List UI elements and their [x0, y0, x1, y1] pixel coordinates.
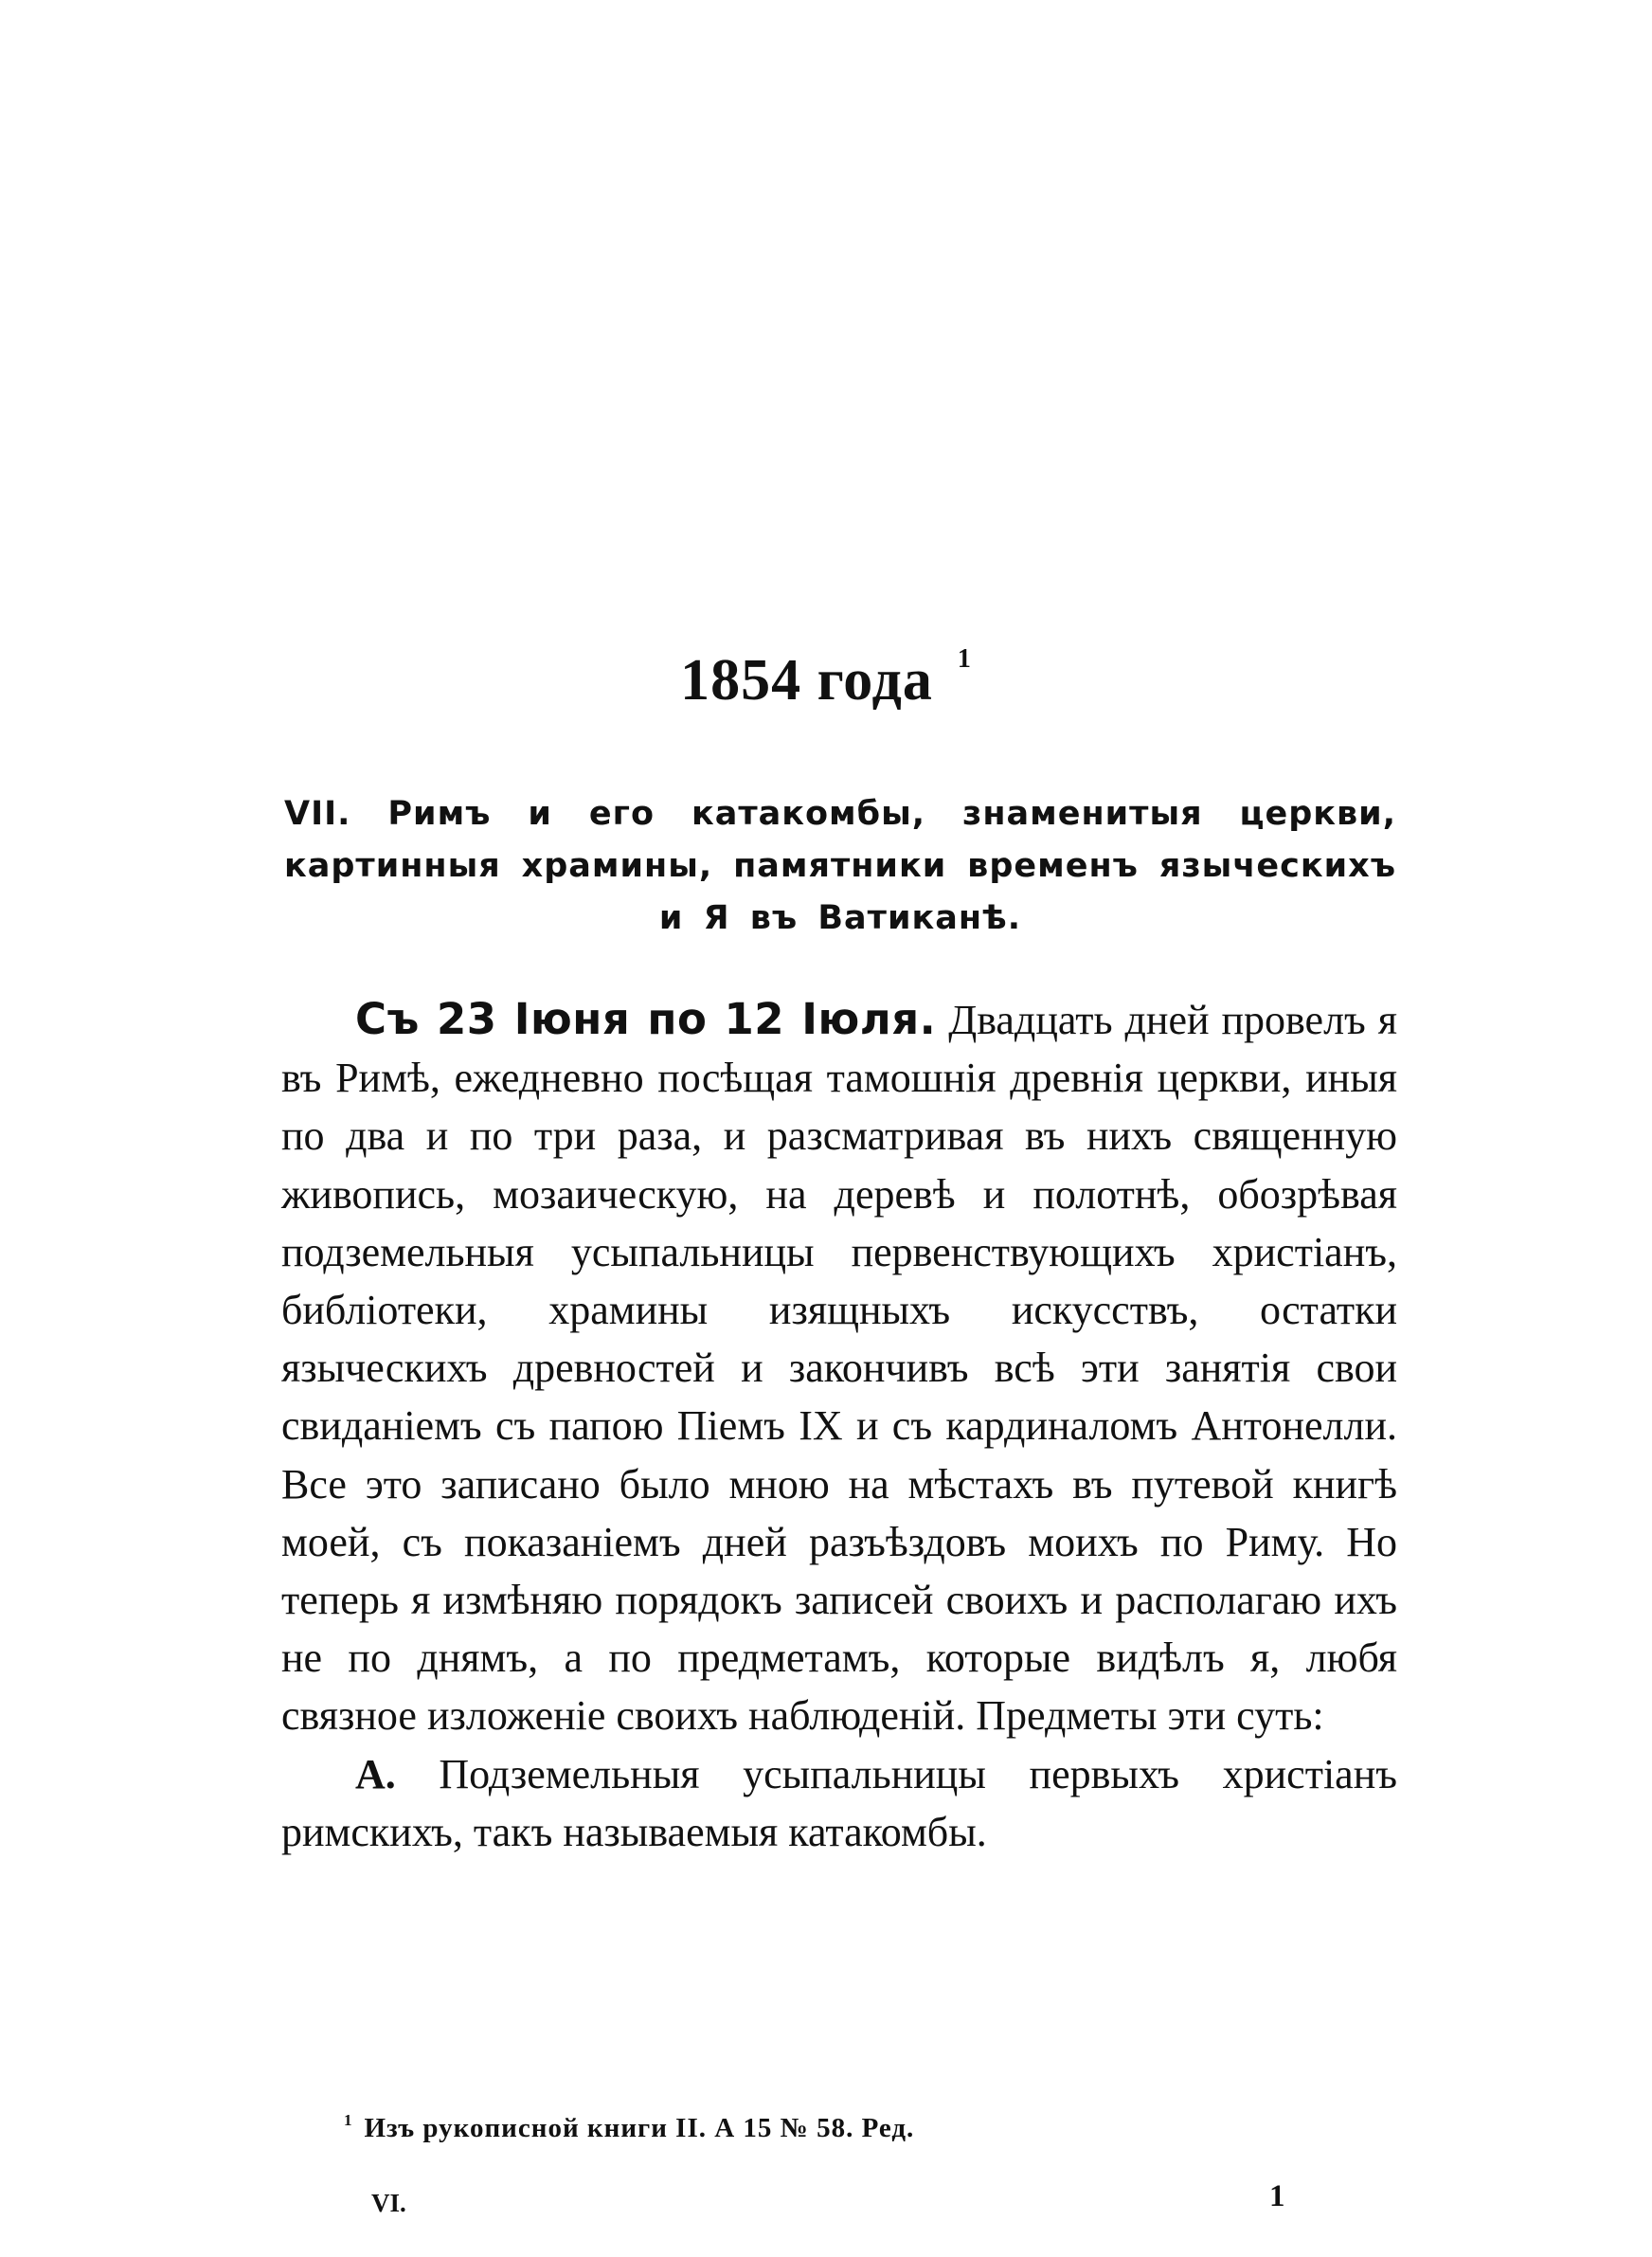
signature-mark: VI.: [371, 2189, 406, 2217]
footnote-text: Изъ рукописной книги II. А 15 № 58. Ред.: [364, 2113, 915, 2143]
list-item: [281, 1745, 1397, 1861]
list-item-text: Подземельныя усыпальницы первыхъ христіанъ римскихъ, такъ называемыя катакомбы.: [281, 1750, 1397, 1855]
date-lead: Съ 23 Іюня по 12 Іюля.: [355, 994, 937, 1044]
footnote: [344, 2111, 914, 2144]
page-heading: [0, 644, 1652, 714]
footnote-marker: 1: [344, 2111, 353, 2129]
list-marker: А.: [355, 1750, 396, 1797]
paragraph-text: Двадцать дней провелъ я въ Римѣ, ежедневно посѣщая тамошнія древнія церкви, иныя по два и по три раза, и разсматривая въ нихъ священную живопись, мозаическую, на деревѣ и полотнѣ, обозрѣвая подземельныя усыпальницы первенствующихъ христіанъ, библіотеки, храмины изящныхъ искусствъ, остатки языческихъ древностей и закончивъ всѣ эти занятія свои свиданіемъ съ папою Піемъ IX и съ кардиналомъ Антонелли. Все это записано было мною на мѣстахъ въ путевой книгѣ моей, съ показаніемъ дней разъѣздовъ моихъ по Риму. Но теперь я измѣняю порядокъ записей своихъ и располагаю ихъ не по днямъ, а по предметамъ, которые видѣлъ я, любя связное изложеніе своихъ наблюденій. Предметы эти суть:: [281, 997, 1398, 1740]
body-text: [281, 990, 1397, 1861]
heading-footnote-ref[interactable]: 1: [957, 644, 972, 674]
body-paragraph: [281, 990, 1397, 1745]
chapter-subtitle: VII. Римъ и его катакомбы, знаменитыя церкви, картинныя храмины, памятники временъ языческихъ и Я въ Ватиканѣ.: [284, 795, 1396, 937]
heading-title: 1854 года: [680, 648, 933, 713]
page-number: 1: [1269, 2179, 1285, 2213]
